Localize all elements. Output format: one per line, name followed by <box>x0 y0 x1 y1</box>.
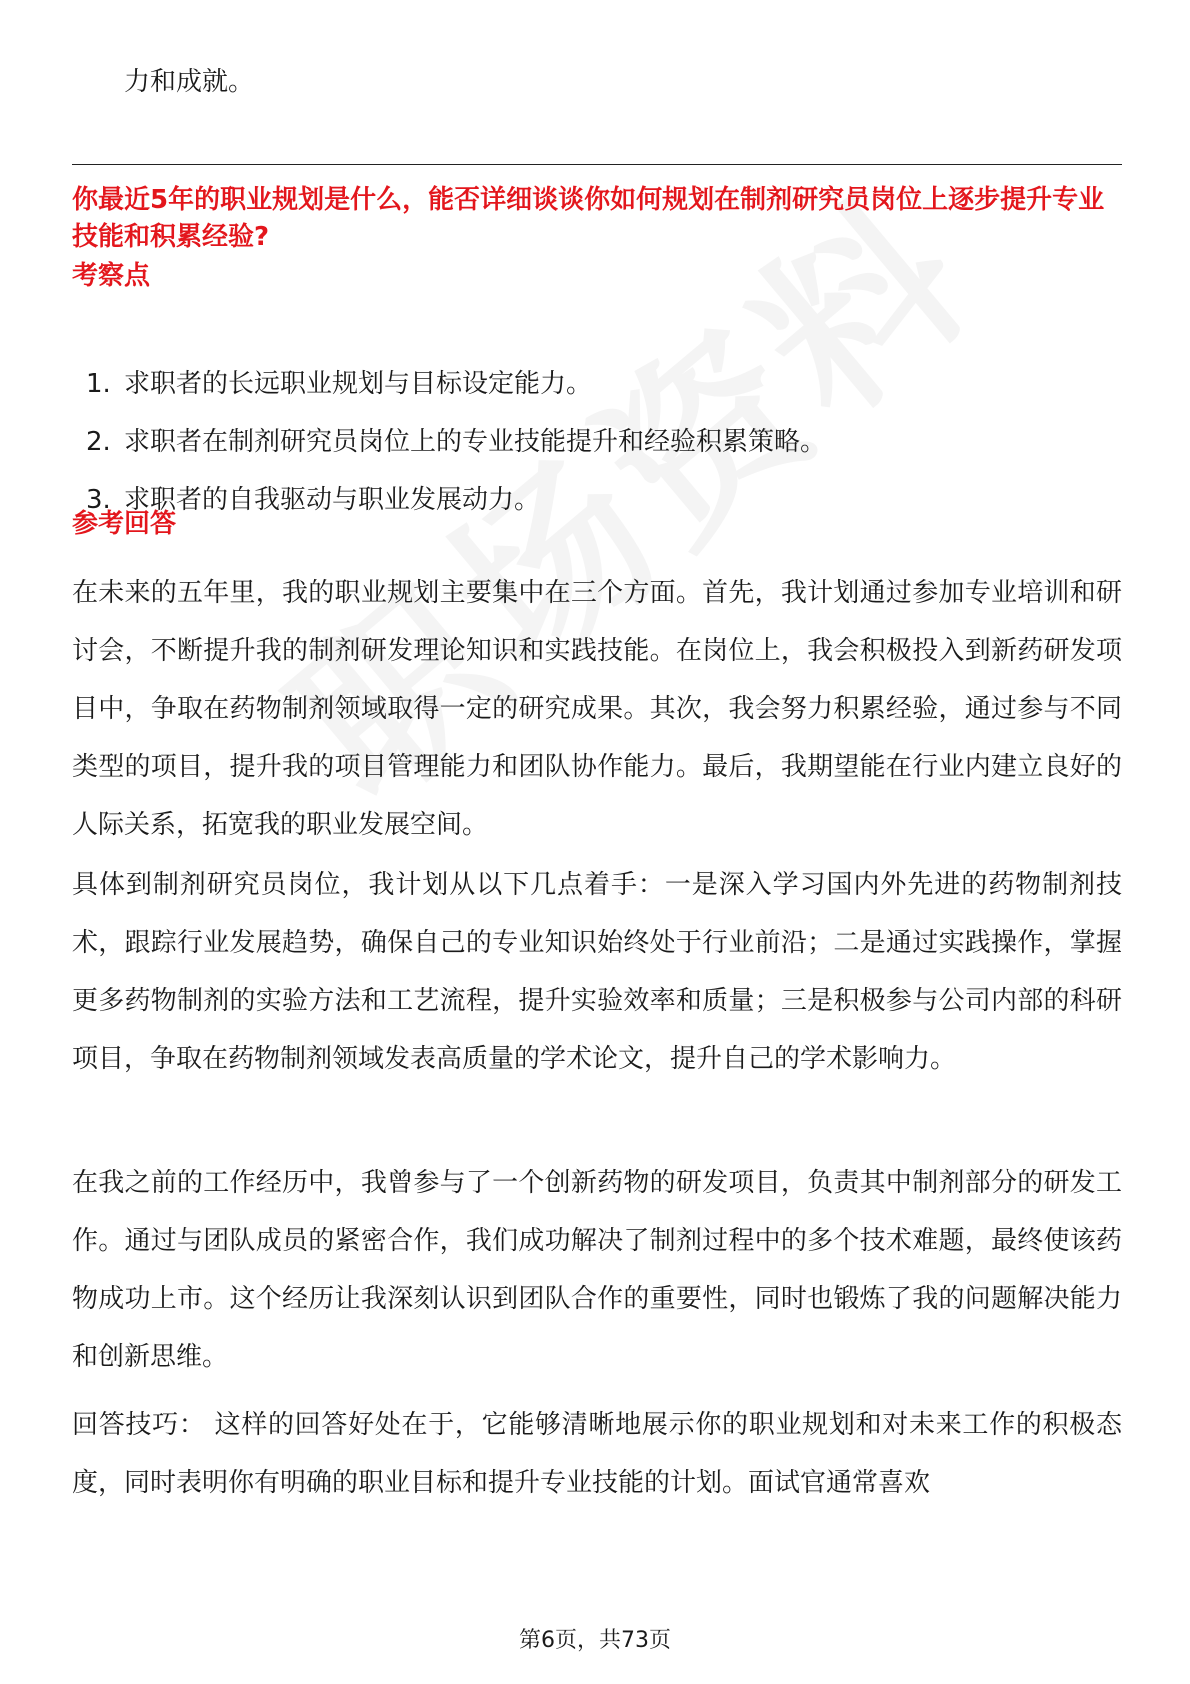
answer-paragraph: 在我之前的工作经历中，我曾参与了一个创新药物的研发项目，负责其中制剂部分的研发工作。通过与团队成员的紧密合作，我们成功解决了制剂过程中的多个技术难题，最终使该药物成功上市。这个经历让我深刻认识到团队合作的重要性，同时也锻炼了我的问题解决能力和创新思维。 <box>72 1168 1122 1372</box>
list-text: 求职者的长远职业规划与目标设定能力。 <box>124 369 593 399</box>
list-text: 求职者的自我驱动与职业发展动力。 <box>124 485 541 515</box>
continued-text: 力和成就。 <box>124 67 255 97</box>
list-text: 求职者在制剂研究员岗位上的专业技能提升和经验积累策略。 <box>124 427 827 457</box>
list-item <box>86 413 826 471</box>
answer-paragraph: 具体到制剂研究员岗位，我计划从以下几点着手：一是深入学习国内外先进的药物制剂技术，跟踪行业发展趋势，确保自己的专业知识始终处于行业前沿；二是通过实践操作，掌握更多药物制剂的实验方法和工艺流程，提升实验效率和质量；三是积极参与公司内部的科研项目，争取在药物制剂领域发表高质量的学术论文，提升自己的学术影响力。 <box>72 870 1122 1074</box>
list-number: 1. <box>86 369 111 399</box>
list-number: 3. <box>86 485 111 515</box>
page-number: 第6页，共73页 <box>519 1628 671 1653</box>
list-number: 2. <box>86 427 111 457</box>
question-heading: 你最近5年的职业规划是什么，能否详细谈谈你如何规划在制剂研究员岗位上逐步提升专业技能和积累经验? <box>72 185 1105 252</box>
section-divider <box>72 164 1122 165</box>
list-item <box>86 355 826 413</box>
answer-paragraph: 在未来的五年里，我的职业规划主要集中在三个方面。首先，我计划通过参加专业培训和研讨会，不断提升我的制剂研发理论知识和实践技能。在岗位上，我会积极投入到新药研发项目中，争取在药物制剂领域取得一定的研究成果。其次，我会努力积累经验，通过参与不同类型的项目，提升我的项目管理能力和团队协作能力。最后，我期望能在行业内建立良好的人际关系，拓宽我的职业发展空间。 <box>72 578 1122 840</box>
list-item <box>86 471 826 529</box>
points-list <box>86 355 826 529</box>
points-title: 考察点 <box>72 261 151 291</box>
answer-tip-paragraph: 回答技巧： 这样的回答好处在于，它能够清晰地展示你的职业规划和对未来工作的积极态度，同时表明你有明确的职业目标和提升专业技能的计划。面试官通常喜欢 <box>72 1410 1122 1498</box>
answer-title: 参考回答 <box>72 509 177 539</box>
